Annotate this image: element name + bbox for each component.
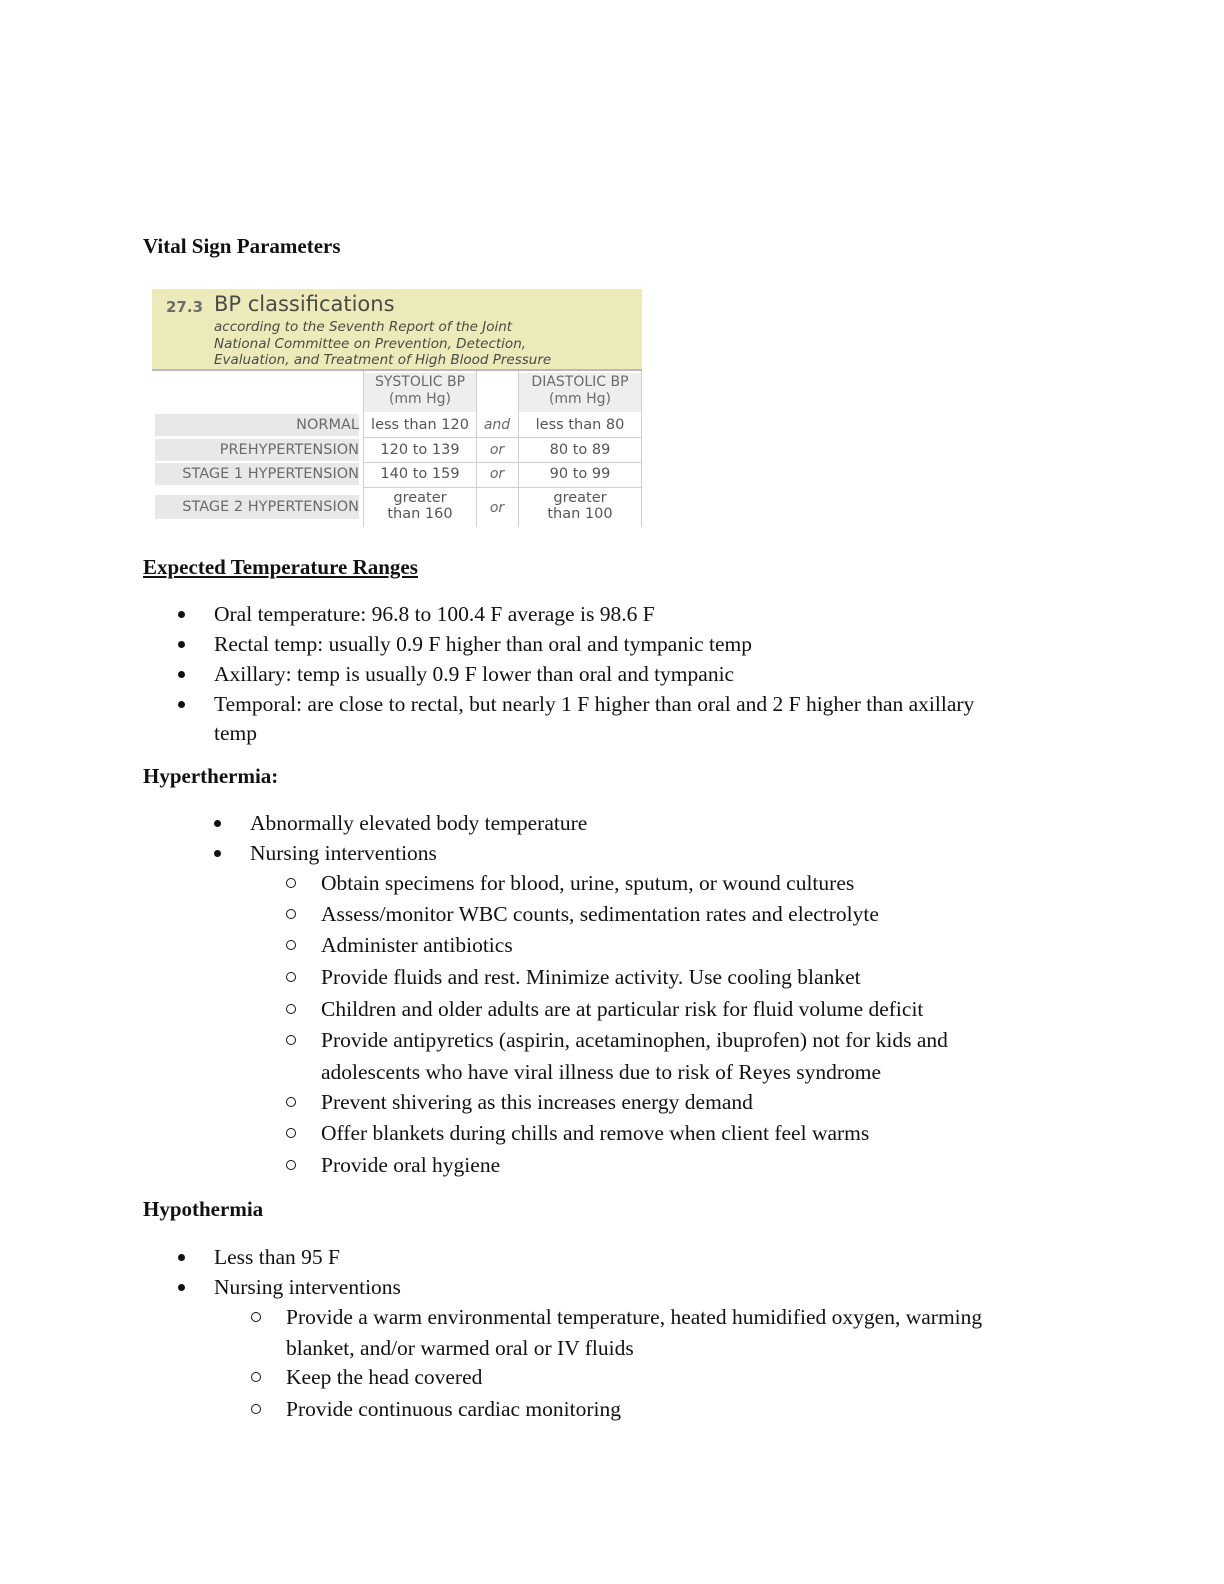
table-row-label: STAGE 1 HYPERTENSION [155, 463, 359, 485]
table-row-label: PREHYPERTENSION [155, 439, 359, 461]
list-item: Abnormally elevated body temperature [250, 811, 588, 835]
cell-line: greater [393, 490, 447, 506]
sub-bullet-icon [286, 1035, 296, 1045]
sub-bullet-icon [286, 909, 296, 919]
table-row-label: STAGE 2 HYPERTENSION [155, 495, 359, 519]
list-item: Axillary: temp is usually 0.9 F lower than oral and tympanic [214, 662, 735, 686]
bullet-icon [214, 820, 221, 827]
sub-list-item: Children and older adults are at particular risk for fluid volume deficit [321, 997, 924, 1021]
hypothermia-heading: Hypothermia [143, 1197, 264, 1221]
table-rule [364, 487, 642, 488]
sub-list-item: Provide a warm environmental temperature, heated humidified oxygen, warming [286, 1305, 983, 1329]
conjunction-cell: or [489, 466, 505, 482]
systolic-cell [364, 490, 476, 522]
sub-bullet-icon [286, 972, 296, 982]
page-heading: Vital Sign Parameters [143, 234, 341, 258]
sub-list-item: Prevent shivering as this increases energy demand [321, 1090, 753, 1114]
figure-subtitle-line: Evaluation, and Treatment of High Blood Pressure [214, 352, 552, 368]
list-item: Oral temperature: 96.8 to 100.4 F average is 98.6 F [214, 602, 655, 626]
diastolic-cell: 90 to 99 [549, 466, 611, 482]
column-header-line: (mm Hg) [548, 391, 612, 407]
sub-list-item: Administer antibiotics [321, 933, 513, 957]
list-item: Temporal: are close to rectal, but nearly 1 F higher than oral and 2 F higher than axillary [214, 692, 975, 716]
sub-bullet-icon [286, 1097, 296, 1107]
systolic-cell: less than 120 [371, 417, 469, 433]
bp-classification-figure [152, 289, 642, 527]
sub-list-item: Provide continuous cardiac monitoring [286, 1397, 621, 1421]
sub-bullet-icon [251, 1312, 261, 1322]
list-item: Less than 95 F [214, 1245, 341, 1269]
cell-line: greater [553, 490, 607, 506]
sub-bullet-icon [286, 1128, 296, 1138]
sub-list-item: Provide fluids and rest. Minimize activity. Use cooling blanket [321, 965, 861, 989]
figure-subtitle-line: National Committee on Prevention, Detection, [214, 335, 527, 352]
sub-list-item: Provide oral hygiene [321, 1153, 501, 1177]
diastolic-cell: 80 to 89 [549, 442, 611, 458]
systolic-cell: 140 to 159 [380, 466, 460, 482]
sub-list-item: Keep the head covered [286, 1365, 483, 1389]
diastolic-cell [518, 490, 642, 522]
list-item-continuation: temp [214, 721, 257, 745]
column-header-line: DIASTOLIC BP [531, 374, 629, 390]
bullet-icon [178, 701, 185, 708]
sub-bullet-icon [286, 1160, 296, 1170]
sub-list-item-continuation: adolescents who have viral illness due to risk of Reyes syndrome [321, 1060, 882, 1084]
table-row-label: NORMAL [155, 414, 359, 436]
cell-line: than 100 [547, 506, 613, 522]
bullet-icon [178, 641, 185, 648]
sub-list-item-continuation: blanket, and/or warmed oral or IV fluids [286, 1336, 634, 1360]
column-header-line: SYSTOLIC BP [374, 374, 466, 390]
sub-bullet-icon [251, 1372, 261, 1382]
list-item: Nursing interventions [214, 1275, 401, 1299]
bullet-icon [178, 611, 185, 618]
diastolic-column-header [518, 373, 642, 412]
sub-bullet-icon [251, 1404, 261, 1414]
hyperthermia-heading: Hyperthermia: [143, 764, 279, 788]
column-header-line: (mm Hg) [388, 391, 452, 407]
bullet-icon [214, 850, 221, 857]
figure-header [152, 289, 642, 371]
systolic-column-header [364, 373, 476, 412]
temperature-heading: Expected Temperature Ranges [143, 555, 418, 579]
figure-subtitle [214, 319, 634, 369]
conjunction-cell: or [489, 500, 505, 516]
figure-title: BP classifications [214, 292, 395, 316]
sub-list-item: Obtain specimens for blood, urine, sputum, or wound cultures [321, 871, 855, 895]
bullet-icon [178, 671, 185, 678]
figure-number: 27.3 [166, 298, 204, 316]
figure-subtitle-line: according to the Seventh Report of the Joint [214, 319, 513, 335]
cell-line: than 160 [387, 506, 453, 522]
sub-list-item: Assess/monitor WBC counts, sedimentation rates and electrolyte [321, 902, 879, 926]
conjunction-cell: or [489, 442, 505, 458]
list-item: Nursing interventions [250, 841, 437, 865]
systolic-cell: 120 to 139 [380, 442, 460, 458]
sub-list-item: Provide antipyretics (aspirin, acetaminophen, ibuprofen) not for kids and [321, 1028, 948, 1052]
conjunction-cell: and [483, 417, 511, 433]
sub-bullet-icon [286, 1004, 296, 1014]
sub-bullet-icon [286, 878, 296, 888]
diastolic-cell: less than 80 [535, 417, 625, 433]
table-rule [364, 437, 642, 438]
bullet-icon [178, 1254, 185, 1261]
sub-list-item: Offer blankets during chills and remove when client feel warms [321, 1121, 870, 1145]
bullet-icon [178, 1284, 185, 1291]
list-item: Rectal temp: usually 0.9 F higher than oral and tympanic temp [214, 632, 752, 656]
sub-bullet-icon [286, 940, 296, 950]
